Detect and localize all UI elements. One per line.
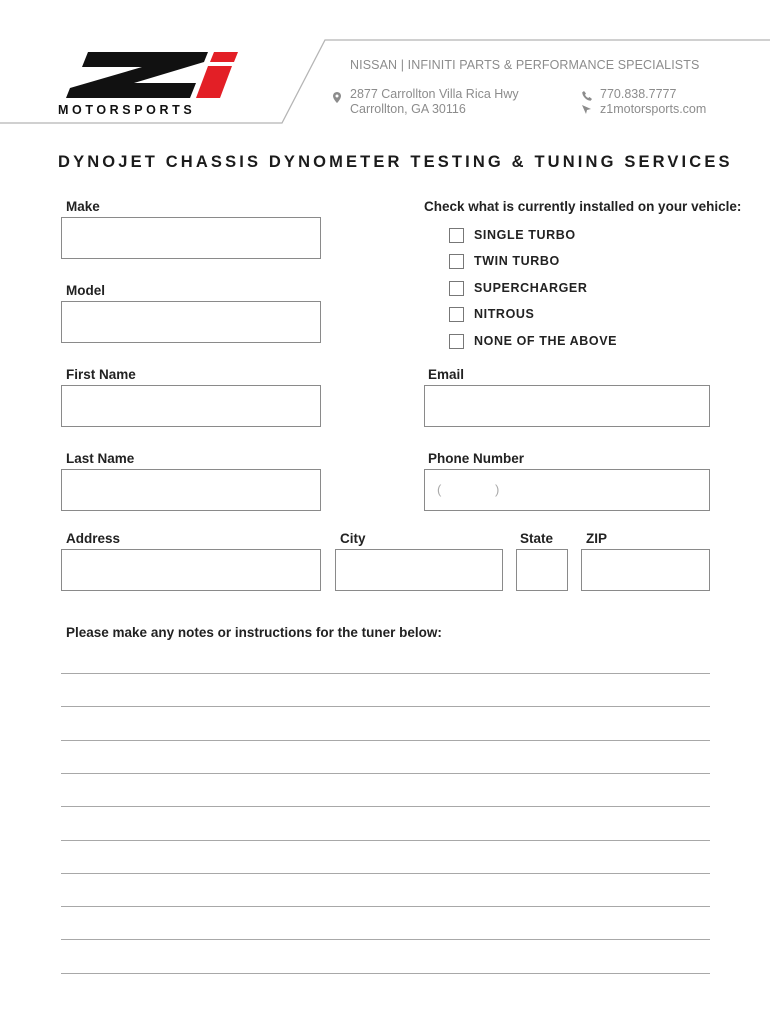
z1-logo-mark xyxy=(58,50,244,100)
twin-turbo-label: TWIN TURBO xyxy=(474,254,560,268)
tagline: NISSAN | INFINITI PARTS & PERFORMANCE SPECIALISTS xyxy=(350,58,700,72)
address-field[interactable] xyxy=(61,549,321,591)
city-field[interactable] xyxy=(335,549,503,591)
last-name-field[interactable] xyxy=(61,469,321,511)
zip-label: ZIP xyxy=(586,531,608,546)
make-label: Make xyxy=(66,199,100,214)
supercharger-checkbox[interactable] xyxy=(449,281,464,296)
zip-field[interactable] xyxy=(581,549,710,591)
notes-label: Please make any notes or instructions for the tuner below: xyxy=(66,625,442,640)
note-line[interactable] xyxy=(61,773,710,774)
note-line[interactable] xyxy=(61,673,710,674)
area-code-close-paren: ) xyxy=(495,482,500,497)
supercharger-label: SUPERCHARGER xyxy=(474,281,588,295)
phone-number-label: Phone Number xyxy=(428,451,525,466)
note-line[interactable] xyxy=(61,740,710,741)
single-turbo-label: SINGLE TURBO xyxy=(474,228,576,242)
map-pin-icon xyxy=(333,90,341,108)
area-code-open-paren: ( xyxy=(437,482,442,497)
note-line[interactable] xyxy=(61,973,710,974)
note-line[interactable] xyxy=(61,939,710,940)
make-field[interactable] xyxy=(61,217,321,259)
phone-number-field[interactable] xyxy=(424,469,710,511)
note-line[interactable] xyxy=(61,840,710,841)
address-line-2: Carrollton, GA 30116 xyxy=(350,102,466,116)
first-name-field[interactable] xyxy=(61,385,321,427)
last-name-label: Last Name xyxy=(66,451,135,466)
page-title: DYNOJET CHASSIS DYNOMETER TESTING & TUNING SERVICES xyxy=(58,153,733,171)
none-of-the-above-checkbox[interactable] xyxy=(449,334,464,349)
twin-turbo-checkbox[interactable] xyxy=(449,254,464,269)
model-field[interactable] xyxy=(61,301,321,343)
phone-number: 770.838.7777 xyxy=(600,87,677,101)
nitrous-label: NITROUS xyxy=(474,307,535,321)
state-label: State xyxy=(520,531,554,546)
note-line[interactable] xyxy=(61,873,710,874)
install-check-label: Check what is currently installed on your vehicle: xyxy=(424,199,742,214)
contact-block xyxy=(600,87,706,117)
website-link[interactable]: z1motorsports.com xyxy=(600,102,707,116)
state-field[interactable] xyxy=(516,549,568,591)
address-label: Address xyxy=(66,531,121,546)
email-field[interactable] xyxy=(424,385,710,427)
logo-wordmark: MOTORSPORTS xyxy=(58,103,196,117)
note-line[interactable] xyxy=(61,806,710,807)
address-line-1: 2877 Carrollton Villa Rica Hwy xyxy=(350,87,519,101)
note-line[interactable] xyxy=(61,906,710,907)
model-label: Model xyxy=(66,283,105,298)
none-of-the-above-label: NONE OF THE ABOVE xyxy=(474,334,618,348)
address-block xyxy=(350,87,519,117)
city-label: City xyxy=(340,531,366,546)
single-turbo-checkbox[interactable] xyxy=(449,228,464,243)
first-name-label: First Name xyxy=(66,367,136,382)
cursor-icon xyxy=(582,102,592,120)
z1-motorsports-logo xyxy=(58,50,244,120)
note-line[interactable] xyxy=(61,706,710,707)
email-label: Email xyxy=(428,367,465,382)
nitrous-checkbox[interactable] xyxy=(449,307,464,322)
